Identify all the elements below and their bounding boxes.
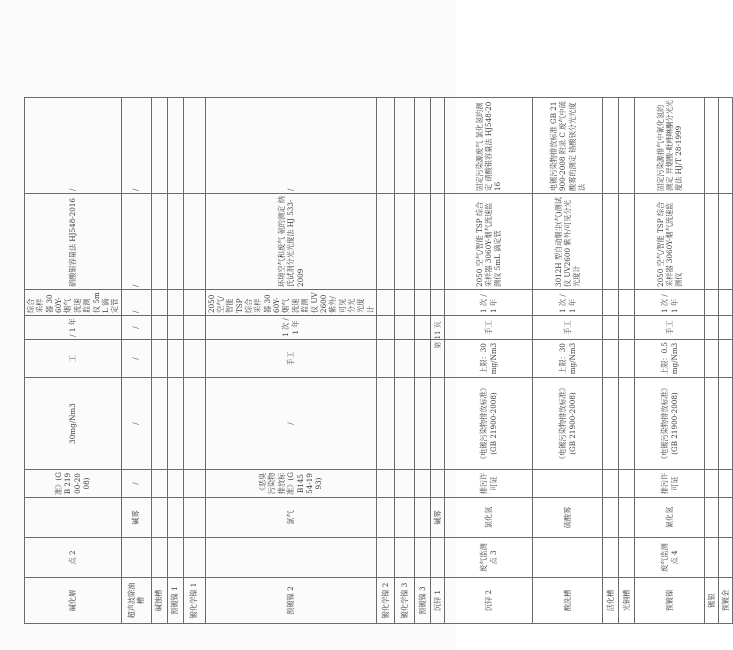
table-cell [415,498,431,538]
table-cell [619,498,635,538]
table-row [377,34,395,624]
table-cell [183,538,205,578]
table-cell: 上限：0.5mg/Nm3 [635,340,705,378]
table-cell [415,194,431,290]
table-cell: 固定污染源排气中氰化氢的测定 异烟酸-吡唑啉酮分光光度法 HJ/T 28-1999 [635,98,705,194]
table-cell [603,290,619,316]
table-cell [619,98,635,194]
table-cell: 硝酸银容量法 HJ548-2016 [25,194,122,290]
table-row [395,34,415,624]
table-cell [395,378,415,470]
table-cell [415,340,431,378]
table-cell: 3012H 型自动烟尘(气)测试仪 UV2600 紫外/可见分光光度计 [533,194,603,290]
table-cell: 碱蚀槽 [151,578,167,624]
table-row [719,34,733,624]
table-cell: 废气监测点 4 [635,538,705,578]
table-cell [183,290,205,316]
table-cell: 《恶臭污染物排放标准》(GB14554-1993) [205,470,376,498]
table-cell: 镀化学镍 2 [377,578,395,624]
table-cell: 硫酸雾 [533,498,603,538]
table-cell [25,498,122,538]
table-cell: 2050 空气/智能 TSP 综合采样器 3060Y-烟气流速监测仪 [635,194,705,290]
table-cell [395,340,415,378]
table-row [635,34,705,624]
table-cell: / [205,98,376,194]
table-cell [705,378,719,470]
table-cell [603,470,619,498]
table-cell [619,538,635,578]
table-cell: 氰化氢 [635,498,705,538]
table-cell [377,340,395,378]
table-cell: / [121,316,151,340]
table-cell [619,470,635,498]
table-cell [151,316,167,340]
table-cell: 碱雾 [121,498,151,538]
table-cell: 《电镀污染物排放标准》(GB 21900-2008) [445,378,533,470]
table-cell: 上限：30mg/Nm3 [533,340,603,378]
table-cell [415,98,431,194]
table-cell [533,470,603,498]
table-row [151,34,167,624]
table-cell [705,316,719,340]
table-cell [719,340,733,378]
table-cell [719,378,733,470]
table-cell: / [121,340,151,378]
table-cell: 预镀镍 3 [415,578,431,624]
table-cell: / [205,378,376,470]
table-cell [167,194,183,290]
table-cell [121,538,151,578]
table-cell: 1 次 / 1 年 [533,290,603,316]
table-cell [415,290,431,316]
table-cell [705,498,719,538]
table-cell [395,194,415,290]
table-cell: 排污许可证 [445,470,533,498]
page-number: 第 11 页 [434,321,442,349]
table-cell: 1 次 / 1 年 [205,316,376,340]
table-cell: 手工 [445,316,533,340]
table-cell: 废气监测点 3 [445,538,533,578]
table-cell [395,538,415,578]
table-cell [377,378,395,470]
table-cell: 预镀镍 2 [205,578,376,624]
table-cell [395,290,415,316]
table-cell [603,498,619,538]
table-cell [603,538,619,578]
table-cell [151,378,167,470]
table-cell [719,538,733,578]
table-cell [167,378,183,470]
table-cell [151,98,167,194]
table-cell [719,470,733,498]
table-cell: 手工 [635,316,705,340]
table-cell: 2050 空气/智能 TSP 综合采样器 3060Y-烟气流速监测仪 5mL 滴定管 [445,194,533,290]
table-row [705,34,719,624]
table-cell [377,470,395,498]
table-cell [719,316,733,340]
table-cell [151,290,167,316]
table-cell: 2050 空气/智能 TSP 综合采样器 3060Y-烟气流速监测仪 UV2600 紫外/可见分光光度计 [205,290,376,316]
table-cell: 预镀金 [719,578,733,624]
table-cell: 1 次 / 1 年 [635,290,705,316]
table-row [415,34,431,624]
table-cell [719,498,733,538]
table-cell [377,194,395,290]
table-cell [167,98,183,194]
table-cell [415,316,431,340]
table-cell: 固定污染源废气 氯化氢的测定 硝酸银容量法 HJ548-2016 [445,98,533,194]
table-cell [415,470,431,498]
table-cell [167,498,183,538]
table-cell: 镀化学镍 3 [395,578,415,624]
table-cell [205,538,376,578]
table-cell [619,340,635,378]
table-cell: 30mg/Nm3 [25,378,122,470]
monitoring-table [24,33,733,624]
table-cell: / [121,194,151,290]
table-cell [431,378,445,470]
table-cell: 预镀镍 [635,578,705,624]
table-row [205,34,376,624]
table-cell [603,194,619,290]
table-cell [603,316,619,340]
table-cell [167,470,183,498]
table-cell [431,290,445,316]
table-cell: 1 次 / 1 年 [445,290,533,316]
table-cell [183,470,205,498]
table-cell: 准》(GB 21900-2008) [25,470,122,498]
table-cell: 超声波除油槽 [121,578,151,624]
table-cell [167,316,183,340]
table-cell [151,538,167,578]
table-cell [395,470,415,498]
table-cell: 碱雾 [431,498,445,538]
table-cell [415,378,431,470]
table-body [25,34,733,624]
table-cell [377,290,395,316]
table-cell [533,538,603,578]
table-cell [719,194,733,290]
table-row [167,34,183,624]
table-cell [151,498,167,538]
table-cell: 手工 [205,340,376,378]
table-cell: 上限：30mg/Nm3 [445,340,533,378]
table-cell [151,470,167,498]
table-cell: / [25,98,122,194]
table-cell: 酸洗槽 [533,578,603,624]
table-cell: 碱化解 [25,578,122,624]
table-cell: 工 [25,340,122,378]
table-cell [167,340,183,378]
table-cell: 氯气 [205,498,376,538]
table-cell [705,194,719,290]
table-row [619,34,635,624]
table-cell [183,316,205,340]
table-cell: 镀化学镍 1 [183,578,205,624]
table-row [121,34,151,624]
table-cell: 沉锌 2 [445,578,533,624]
table-cell: 《电镀污染物排放标准》(GB 21900-2008) [635,378,705,470]
table-cell [183,498,205,538]
table-cell [151,340,167,378]
table-cell: 排污许可证 [635,470,705,498]
table-cell [377,98,395,194]
table-cell: 镀银 [705,578,719,624]
table-cell [431,98,445,194]
table-cell: 《电镀污染物排放标准》(GB 21900-2008) [533,378,603,470]
table-cell [151,194,167,290]
table-cell [167,290,183,316]
table-cell: / 1 年 [25,316,122,340]
table-cell [705,98,719,194]
table-cell [431,470,445,498]
table-cell: / [121,290,151,316]
table-cell: 点 2 [25,538,122,578]
table-cell [183,340,205,378]
table-row [445,34,533,624]
table-cell [705,340,719,378]
table-cell [415,538,431,578]
table-cell [395,98,415,194]
table-cell: 综合采样器 3060Y-烟气流速监测仪 5mL 滴定管 [25,290,122,316]
table-cell [377,538,395,578]
table-row [183,34,205,624]
table-cell [167,538,183,578]
table-cell [431,194,445,290]
table-cell: / [121,470,151,498]
table-cell [431,538,445,578]
table-cell [719,290,733,316]
table-cell: 氯化氢 [445,498,533,538]
table-cell [619,316,635,340]
table-cell: 环境空气和废气 氨的测定 纳氏试剂分光光度法 HJ 533-2009 [205,194,376,290]
table-cell: 预镀镍 1 [167,578,183,624]
table-cell: / [121,98,151,194]
table-cell [395,498,415,538]
table-cell [705,538,719,578]
table-cell: 手工 [533,316,603,340]
table-cell [603,340,619,378]
table-cell: 沉锌 1 [431,578,445,624]
table-cell: / [121,378,151,470]
table-cell [619,378,635,470]
table-cell [619,290,635,316]
table-row [533,34,603,624]
table-cell [603,98,619,194]
table-cell [377,316,395,340]
table-cell [705,470,719,498]
table-cell [395,316,415,340]
table-cell [619,194,635,290]
table-cell [705,290,719,316]
table-cell [603,378,619,470]
table-cell: 光铜槽 [619,578,635,624]
table-cell [183,98,205,194]
table-cell: 电镀污染物排放标准 GB 21900-2008 附录 C 废气中硫酸雾的测定 铬酸钡分光光度法 [533,98,603,194]
table-cell [377,498,395,538]
table-cell [183,378,205,470]
table-row [603,34,619,624]
table-row [25,34,122,624]
table-cell [719,98,733,194]
table-cell: 活化槽 [603,578,619,624]
table-cell [183,194,205,290]
